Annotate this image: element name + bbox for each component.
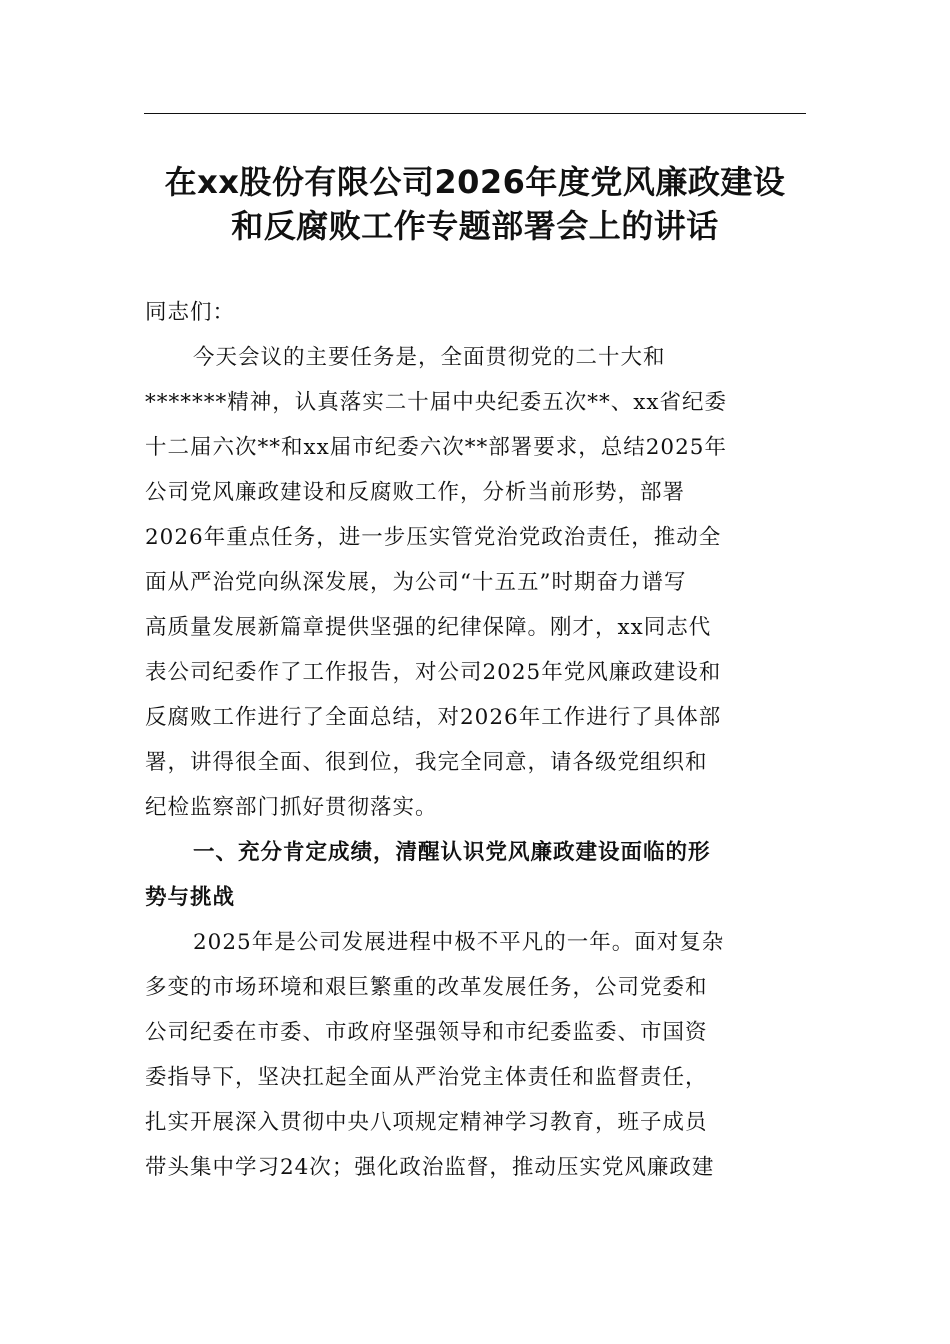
paragraph-line: 十二届六次**和xx届市纪委六次**部署要求，总结2025年 — [145, 435, 727, 460]
salutation: 同志们： — [145, 300, 236, 325]
paragraph-line: 今天会议的主要任务是，全面贯彻党的二十大和 — [193, 345, 666, 370]
paragraph-line: 署，讲得很全面、很到位，我完全同意，请各级党组织和 — [145, 750, 708, 775]
paragraph-line: 多变的市场环境和艰巨繁重的改革发展任务，公司党委和 — [145, 975, 708, 1000]
paragraph-line: 反腐败工作进行了全面总结，对2026年工作进行了具体部 — [145, 705, 722, 730]
page-title — [120, 160, 830, 248]
title-line-1: 在xx股份有限公司2026年度党风廉政建设 — [164, 163, 786, 201]
paragraph-line: 面从严治党向纵深发展，为公司“十五五”时期奋力谱写 — [145, 570, 687, 595]
paragraph-line: 2025年是公司发展进程中极不平凡的一年。面对复杂 — [193, 930, 725, 955]
paragraph-line: 公司党风廉政建设和反腐败工作，分析当前形势，部署 — [145, 480, 686, 505]
paragraph-line: 纪检监察部门抓好贯彻落实。 — [145, 795, 438, 820]
paragraph-line: 表公司纪委作了工作报告，对公司2025年党风廉政建设和 — [145, 660, 722, 685]
paragraph-line: 高质量发展新篇章提供坚强的纪律保障。刚才，xx同志代 — [145, 615, 712, 640]
paragraph-2 — [145, 920, 805, 1190]
title-line-2: 和反腐败工作专题部署会上的讲话 — [231, 207, 719, 245]
header-rule — [144, 113, 806, 114]
paragraph-line: 2026年重点任务，进一步压实管党治党政治责任，推动全 — [145, 525, 722, 550]
heading-line: 一、充分肯定成绩，清醒认识党风廉政建设面临的形 — [193, 840, 711, 865]
heading-line: 势与挑战 — [145, 885, 236, 910]
section-heading-1 — [145, 830, 805, 920]
paragraph-1 — [145, 335, 805, 830]
paragraph-line: 带头集中学习24次；强化政治监督，推动压实党风廉政建 — [145, 1155, 715, 1180]
paragraph-line: *******精神，认真落实二十届中央纪委五次**、xx省纪委 — [145, 390, 728, 415]
paragraph-line: 委指导下，坚决扛起全面从严治党主体责任和监督责任， — [145, 1065, 708, 1090]
paragraph-line: 公司纪委在市委、市政府坚强领导和市纪委监委、市国资 — [145, 1020, 708, 1045]
document-body — [145, 290, 805, 1190]
paragraph-line: 扎实开展深入贯彻中央八项规定精神学习教育，班子成员 — [145, 1110, 708, 1135]
